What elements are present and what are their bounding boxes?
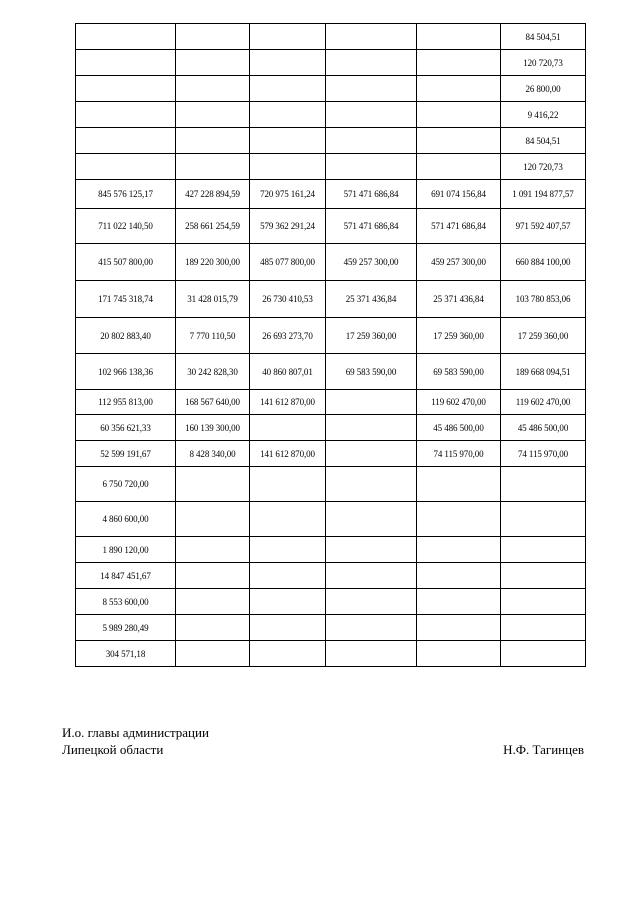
table-cell: 168 567 640,00 (176, 390, 250, 415)
table-cell: 45 486 500,00 (417, 415, 501, 441)
table-cell (501, 615, 586, 641)
table-cell (417, 563, 501, 589)
budget-table-body (76, 24, 586, 667)
table-cell (250, 615, 326, 641)
table-row (76, 102, 586, 128)
table-cell: 40 860 807,01 (250, 354, 326, 390)
table-cell: 711 022 140,50 (76, 209, 176, 244)
table-cell (250, 563, 326, 589)
table-cell: 14 847 451,67 (76, 563, 176, 589)
table-cell: 1 091 194 877,57 (501, 180, 586, 209)
table-cell (76, 50, 176, 76)
table-row (76, 318, 586, 354)
table-cell (250, 24, 326, 50)
table-cell: 112 955 813,00 (76, 390, 176, 415)
table-cell (501, 641, 586, 667)
table-cell (176, 467, 250, 502)
table-cell: 141 612 870,00 (250, 441, 326, 467)
budget-table (75, 23, 586, 667)
table-row (76, 641, 586, 667)
table-cell (417, 76, 501, 102)
table-cell (417, 102, 501, 128)
table-cell: 571 471 686,84 (417, 209, 501, 244)
table-row (76, 502, 586, 537)
table-cell (417, 589, 501, 615)
table-cell (250, 76, 326, 102)
table-cell: 579 362 291,24 (250, 209, 326, 244)
table-cell (417, 128, 501, 154)
table-cell: 1 890 120,00 (76, 537, 176, 563)
table-cell: 26 800,00 (501, 76, 586, 102)
signature-name: Н.Ф. Тагинцев (503, 742, 584, 757)
table-cell (76, 24, 176, 50)
table-cell: 30 242 828,30 (176, 354, 250, 390)
signature-position-line2: Липецкой области (62, 742, 164, 757)
table-cell (417, 641, 501, 667)
table-row (76, 50, 586, 76)
table-cell (250, 50, 326, 76)
table-cell: 25 371 436,84 (417, 281, 501, 318)
table-cell (326, 50, 417, 76)
table-cell: 6 750 720,00 (76, 467, 176, 502)
table-cell: 171 745 318,74 (76, 281, 176, 318)
table-row (76, 537, 586, 563)
table-row (76, 415, 586, 441)
table-cell (76, 128, 176, 154)
table-cell (501, 537, 586, 563)
table-cell: 7 770 110,50 (176, 318, 250, 354)
table-cell: 84 504,51 (501, 128, 586, 154)
table-cell (326, 415, 417, 441)
table-cell (326, 76, 417, 102)
table-cell (501, 563, 586, 589)
table-cell: 26 693 273,70 (250, 318, 326, 354)
table-cell (501, 589, 586, 615)
table-cell (417, 502, 501, 537)
table-row (76, 244, 586, 281)
table-row (76, 76, 586, 102)
table-cell: 189 220 300,00 (176, 244, 250, 281)
table-cell (326, 502, 417, 537)
table-cell: 571 471 686,84 (326, 209, 417, 244)
table-cell (326, 24, 417, 50)
table-cell: 459 257 300,00 (326, 244, 417, 281)
table-cell: 119 602 470,00 (501, 390, 586, 415)
table-cell: 120 720,73 (501, 154, 586, 180)
table-cell: 160 139 300,00 (176, 415, 250, 441)
table-cell: 8 428 340,00 (176, 441, 250, 467)
table-cell (326, 128, 417, 154)
table-cell (326, 467, 417, 502)
table-cell (417, 537, 501, 563)
table-cell: 69 583 590,00 (326, 354, 417, 390)
table-cell: 45 486 500,00 (501, 415, 586, 441)
table-cell (250, 154, 326, 180)
table-cell: 720 975 161,24 (250, 180, 326, 209)
table-cell (176, 641, 250, 667)
table-cell: 31 428 015,79 (176, 281, 250, 318)
table-cell (417, 50, 501, 76)
table-cell: 971 592 407,57 (501, 209, 586, 244)
table-row (76, 390, 586, 415)
table-cell (250, 415, 326, 441)
table-cell (417, 615, 501, 641)
table-row (76, 441, 586, 467)
table-cell (176, 50, 250, 76)
table-cell: 74 115 970,00 (501, 441, 586, 467)
table-row (76, 354, 586, 390)
signature-position (62, 724, 209, 758)
table-cell (326, 615, 417, 641)
table-cell: 304 571,18 (76, 641, 176, 667)
table-cell: 4 860 600,00 (76, 502, 176, 537)
table-cell (176, 537, 250, 563)
table-cell: 26 730 410,53 (250, 281, 326, 318)
table-cell (326, 589, 417, 615)
table-cell (326, 154, 417, 180)
table-cell: 415 507 800,00 (76, 244, 176, 281)
table-cell: 189 668 094,51 (501, 354, 586, 390)
table-cell (76, 154, 176, 180)
table-cell: 5 989 280,49 (76, 615, 176, 641)
table-row (76, 24, 586, 50)
table-cell: 485 077 800,00 (250, 244, 326, 281)
table-cell: 660 884 100,00 (501, 244, 586, 281)
table-cell: 20 802 883,40 (76, 318, 176, 354)
table-row (76, 128, 586, 154)
table-cell (326, 390, 417, 415)
table-row (76, 154, 586, 180)
table-cell: 60 356 621,33 (76, 415, 176, 441)
table-cell (176, 589, 250, 615)
table-cell (250, 467, 326, 502)
table-cell (176, 76, 250, 102)
table-cell (176, 615, 250, 641)
table-cell (326, 102, 417, 128)
table-cell: 17 259 360,00 (501, 318, 586, 354)
table-cell: 258 661 254,59 (176, 209, 250, 244)
table-cell: 84 504,51 (501, 24, 586, 50)
table-cell (250, 128, 326, 154)
table-row (76, 615, 586, 641)
table-cell (326, 441, 417, 467)
table-row (76, 467, 586, 502)
table-cell (76, 76, 176, 102)
table-cell: 571 471 686,84 (326, 180, 417, 209)
table-row (76, 281, 586, 318)
table-cell: 69 583 590,00 (417, 354, 501, 390)
table-cell: 102 966 138,36 (76, 354, 176, 390)
table-cell (417, 154, 501, 180)
table-cell (417, 467, 501, 502)
table-cell (176, 502, 250, 537)
table-row (76, 563, 586, 589)
table-cell: 17 259 360,00 (326, 318, 417, 354)
table-cell (250, 537, 326, 563)
signature-position-line1: И.о. главы администрации (62, 725, 209, 740)
table-cell (501, 502, 586, 537)
table-cell (326, 563, 417, 589)
table-cell: 52 599 191,67 (76, 441, 176, 467)
table-cell (250, 502, 326, 537)
table-cell (250, 102, 326, 128)
table-cell: 845 576 125,17 (76, 180, 176, 209)
table-row (76, 209, 586, 244)
table-cell: 427 228 894,59 (176, 180, 250, 209)
table-cell (326, 537, 417, 563)
table-cell: 691 074 156,84 (417, 180, 501, 209)
table-cell: 25 371 436,84 (326, 281, 417, 318)
table-cell (176, 102, 250, 128)
table-cell: 74 115 970,00 (417, 441, 501, 467)
table-cell: 103 780 853,06 (501, 281, 586, 318)
table-cell: 459 257 300,00 (417, 244, 501, 281)
table-cell: 120 720,73 (501, 50, 586, 76)
table-row (76, 180, 586, 209)
table-cell (176, 563, 250, 589)
table-row (76, 589, 586, 615)
table-cell (250, 641, 326, 667)
table-cell: 9 416,22 (501, 102, 586, 128)
table-cell (176, 154, 250, 180)
table-cell (176, 24, 250, 50)
table-cell (76, 102, 176, 128)
table-cell (326, 641, 417, 667)
table-cell (250, 589, 326, 615)
table-cell: 141 612 870,00 (250, 390, 326, 415)
table-cell: 119 602 470,00 (417, 390, 501, 415)
table-cell (417, 24, 501, 50)
table-cell: 17 259 360,00 (417, 318, 501, 354)
table-cell: 8 553 600,00 (76, 589, 176, 615)
table-cell (176, 128, 250, 154)
table-cell (501, 467, 586, 502)
